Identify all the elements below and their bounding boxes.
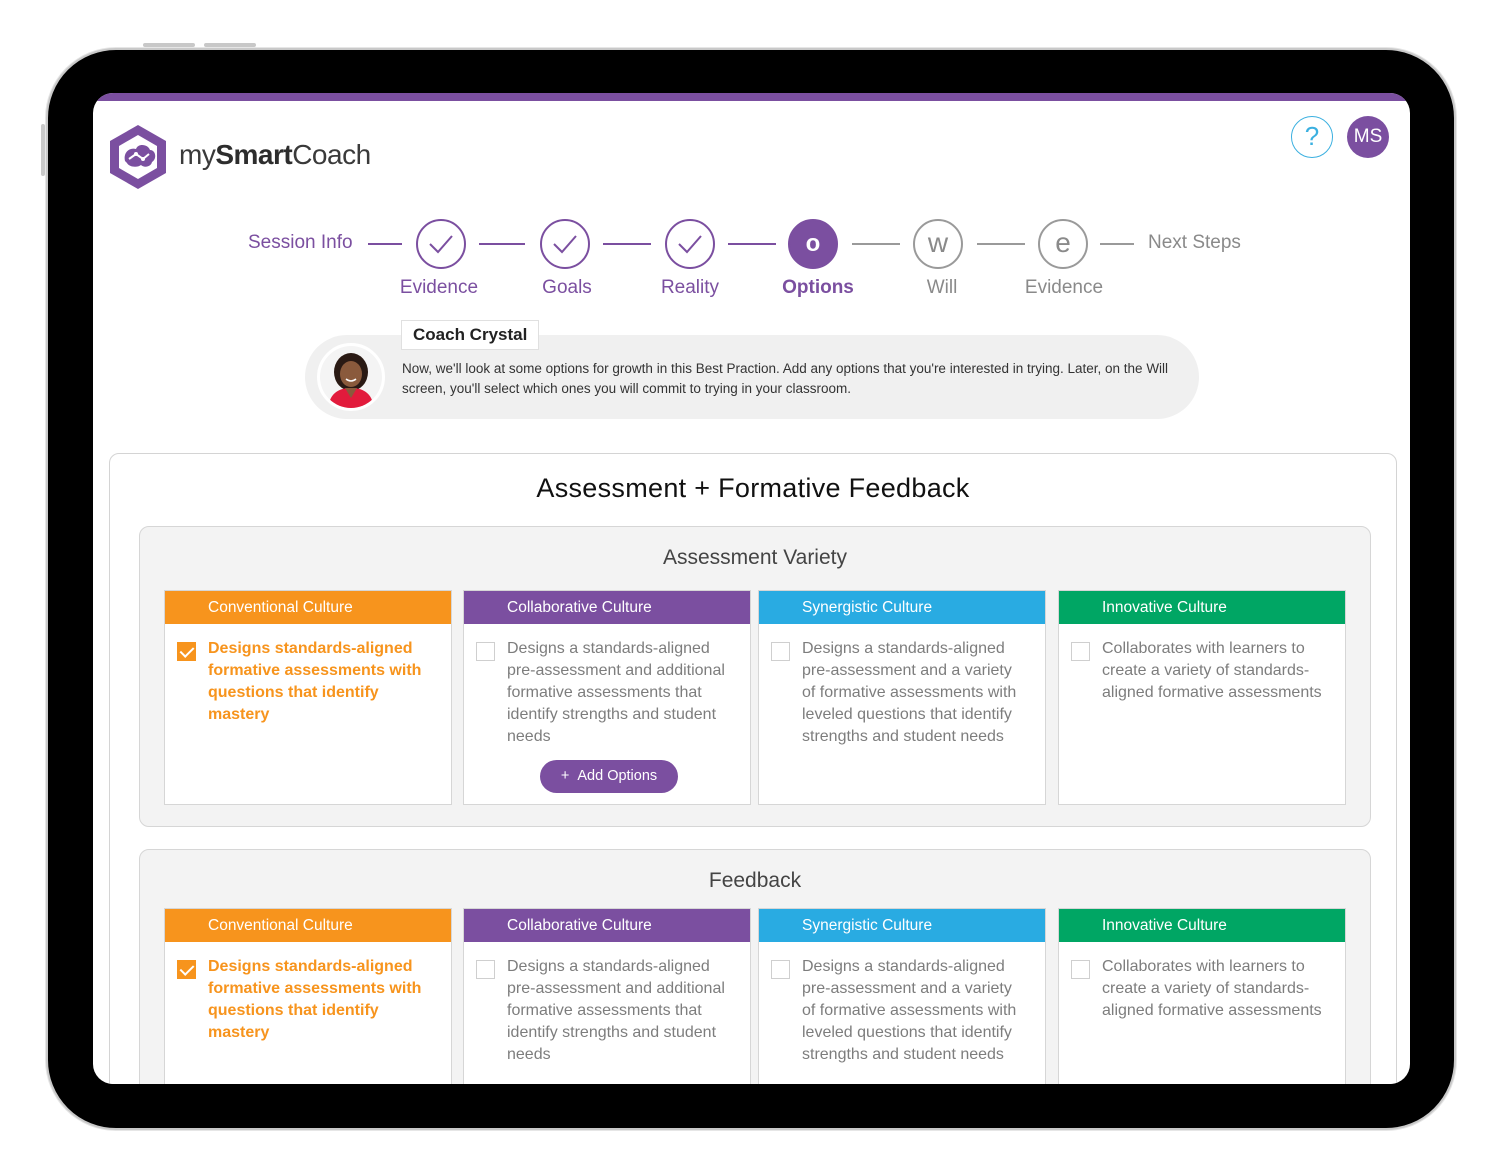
app-logo-text: mySmartCoach bbox=[179, 139, 371, 170]
section-title: Feedback bbox=[708, 869, 802, 892]
app-screen bbox=[93, 93, 1410, 1084]
checkmark-icon bbox=[552, 234, 578, 254]
help-button[interactable]: ? bbox=[1291, 116, 1333, 158]
culture-card-header: Collaborative Culture bbox=[464, 591, 750, 624]
coach-portrait-icon bbox=[320, 346, 382, 408]
checkmark-icon bbox=[428, 234, 454, 254]
step-evidence-label[interactable]: Evidence bbox=[399, 277, 479, 298]
culture-card-header: Synergistic Culture bbox=[759, 909, 1045, 942]
step-next-steps[interactable]: Next Steps bbox=[1148, 232, 1241, 253]
tablet-top-button-1 bbox=[143, 43, 195, 47]
brain-hexagon-logo-icon bbox=[107, 123, 169, 191]
culture-card-body bbox=[759, 624, 1045, 748]
step-connector bbox=[479, 243, 525, 245]
culture-card-body bbox=[759, 942, 1045, 1066]
option-text: Collaborates with learners to create a variety of standards-aligned formative assessments bbox=[1102, 958, 1322, 1019]
step-options-symbol: o bbox=[805, 230, 821, 257]
option-checkbox[interactable] bbox=[476, 960, 495, 979]
option-checkbox[interactable] bbox=[1071, 642, 1090, 661]
culture-card-header: Conventional Culture bbox=[165, 591, 451, 624]
add-options-label: Add Options bbox=[577, 768, 658, 784]
step-options-label[interactable]: Options bbox=[782, 277, 854, 298]
tablet-side-button bbox=[41, 124, 45, 176]
step-goals-circle[interactable] bbox=[540, 219, 590, 269]
culture-card-header: Conventional Culture bbox=[165, 909, 451, 942]
page-title: Assessment + Formative Feedback bbox=[536, 473, 970, 503]
culture-card-header: Innovative Culture bbox=[1059, 909, 1345, 942]
coach-name-tag: Coach Crystal bbox=[401, 320, 539, 350]
step-evidence-circle[interactable] bbox=[416, 219, 466, 269]
option-checkbox[interactable] bbox=[476, 642, 495, 661]
coach-message-text: Now, we'll look at some options for growth in this Best Praction. Add any options that you're interested in trying. Later, on the Will screen, you'll select which ones you will commit to trying in your classroom. bbox=[402, 361, 1169, 396]
top-accent-bar bbox=[93, 93, 1410, 101]
culture-card-body bbox=[464, 942, 750, 1066]
step-will-label[interactable]: Will bbox=[926, 277, 958, 298]
option-checkbox[interactable] bbox=[771, 642, 790, 661]
option-checkbox[interactable] bbox=[1071, 960, 1090, 979]
culture-card-innovative[interactable] bbox=[1058, 908, 1346, 1084]
culture-card-header: Innovative Culture bbox=[1059, 591, 1345, 624]
step-connector bbox=[852, 243, 900, 245]
culture-card-innovative[interactable] bbox=[1058, 590, 1346, 805]
step-connector bbox=[1100, 243, 1134, 245]
option-text: Designs a standards-aligned pre-assessment and additional formative assessments that identify strengths and student needs bbox=[507, 958, 725, 1063]
step-connector bbox=[603, 243, 651, 245]
culture-card-conventional[interactable] bbox=[164, 590, 452, 805]
option-text: Designs standards-aligned formative assessments with questions that identify mastery bbox=[208, 640, 422, 723]
culture-card-collaborative[interactable] bbox=[463, 908, 751, 1084]
option-text: Designs a standards-aligned pre-assessment and a variety of formative assessments with leveled questions that identify strengths and student needs bbox=[802, 640, 1017, 745]
step-will-circle[interactable] bbox=[913, 219, 963, 269]
user-avatar[interactable]: MS bbox=[1347, 116, 1389, 158]
option-checkbox[interactable] bbox=[177, 960, 196, 979]
plus-icon: + bbox=[560, 768, 570, 784]
culture-card-synergistic[interactable] bbox=[758, 908, 1046, 1084]
culture-card-body bbox=[464, 624, 750, 748]
option-checkbox[interactable] bbox=[177, 642, 196, 661]
step-reality-circle[interactable] bbox=[665, 219, 715, 269]
option-text: Collaborates with learners to create a variety of standards-aligned formative assessments bbox=[1102, 640, 1322, 701]
step-connector bbox=[368, 243, 402, 245]
culture-card-header: Collaborative Culture bbox=[464, 909, 750, 942]
culture-card-conventional[interactable] bbox=[164, 908, 452, 1084]
culture-card-body bbox=[1059, 624, 1345, 704]
step-evidence2-circle[interactable] bbox=[1038, 219, 1088, 269]
step-options-circle[interactable] bbox=[788, 219, 838, 269]
option-text: Designs standards-aligned formative assessments with questions that identify mastery bbox=[208, 958, 422, 1041]
step-connector bbox=[977, 243, 1025, 245]
option-text: Designs a standards-aligned pre-assessment and a variety of formative assessments with leveled questions that identify strengths and student needs bbox=[802, 958, 1017, 1063]
option-text: Designs a standards-aligned pre-assessment and additional formative assessments that identify strengths and student needs bbox=[507, 640, 725, 745]
checkmark-icon bbox=[677, 234, 703, 254]
step-session-info[interactable]: Session Info bbox=[248, 232, 353, 253]
step-evidence2-symbol: e bbox=[1055, 226, 1071, 258]
coach-avatar bbox=[317, 343, 385, 411]
culture-card-synergistic[interactable] bbox=[758, 590, 1046, 805]
step-goals-label[interactable]: Goals bbox=[542, 277, 592, 298]
add-options-button[interactable] bbox=[540, 760, 678, 793]
section-title: Assessment Variety bbox=[662, 546, 847, 569]
step-will-symbol: w bbox=[927, 226, 949, 258]
step-reality-label[interactable]: Reality bbox=[660, 277, 720, 298]
culture-card-body bbox=[165, 624, 451, 726]
culture-card-header: Synergistic Culture bbox=[759, 591, 1045, 624]
step-evidence2-label[interactable]: Evidence bbox=[1024, 277, 1104, 298]
culture-card-collaborative[interactable] bbox=[463, 590, 751, 805]
tablet-top-button-2 bbox=[204, 43, 256, 47]
step-connector bbox=[728, 243, 776, 245]
option-checkbox[interactable] bbox=[771, 960, 790, 979]
culture-card-body bbox=[165, 942, 451, 1044]
culture-card-body bbox=[1059, 942, 1345, 1022]
